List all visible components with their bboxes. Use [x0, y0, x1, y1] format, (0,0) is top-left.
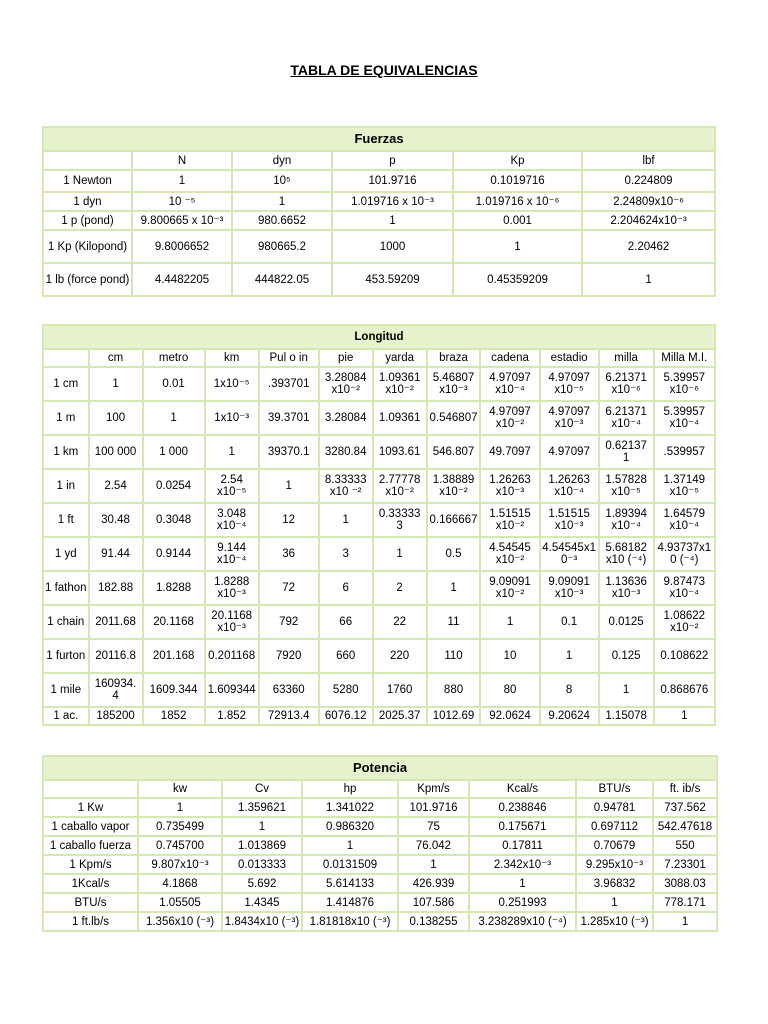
table-row: [44, 538, 714, 570]
table-cell: 0.9144: [144, 538, 204, 570]
table-cell: 1: [470, 875, 575, 892]
table-cell: 1.4345: [223, 894, 301, 911]
row-label: 1 m: [44, 402, 88, 434]
table-cell: 1: [223, 818, 301, 835]
column-header: [44, 350, 88, 366]
table-cell: 0.108622: [655, 640, 714, 672]
table-cell: 1x10⁻⁵: [206, 368, 258, 400]
table-cell: 6: [320, 572, 372, 604]
table-cell: 792: [260, 606, 318, 638]
table-cell: 1: [144, 402, 204, 434]
table-cell: 1760: [374, 674, 426, 706]
table-cell: 11: [428, 606, 480, 638]
column-header: [44, 152, 131, 169]
table-cell: 0.01: [144, 368, 204, 400]
table-cell: 4.97097 x10⁻³: [541, 402, 598, 434]
column-header: p: [333, 152, 452, 169]
table-cell: 0.745700: [139, 837, 221, 854]
table-cell: 0.224809: [583, 171, 714, 191]
table-cell: 880: [428, 674, 480, 706]
table-row: [44, 708, 714, 724]
table-cell: 3.28084 x10⁻²: [320, 368, 372, 400]
table-cell: 10⁵: [233, 171, 331, 191]
table-cell: 1.356x10 (⁻³): [139, 913, 221, 930]
table-cell: 1: [541, 640, 598, 672]
table-cell: 1: [206, 436, 258, 468]
table-cell: 2.24809x10⁻⁶: [583, 193, 714, 210]
table-cell: 0.62137 1: [600, 436, 653, 468]
column-header: metro: [144, 350, 204, 366]
table-cell: 0.94781: [577, 799, 652, 816]
table-cell: 1 000: [144, 436, 204, 468]
table-potencia: [42, 755, 718, 932]
table-cell: 1.019716 x 10⁻⁶: [454, 193, 581, 210]
table-cell: 1: [90, 368, 142, 400]
row-label: 1 mile: [44, 674, 88, 706]
table-cell: 1.8288 x10⁻³: [206, 572, 258, 604]
column-header: dyn: [233, 152, 331, 169]
column-header: cm: [90, 350, 142, 366]
table-cell: 4.97097 x10⁻²: [481, 402, 538, 434]
column-header: BTU/s: [577, 781, 652, 797]
table-cell: 444822.05: [233, 264, 331, 295]
row-label: 1 lb (force pond): [44, 264, 131, 295]
table-cell: 1852: [144, 708, 204, 724]
table-cell: 546.807: [428, 436, 480, 468]
table-row: [44, 837, 716, 854]
table-cell: 0.251993: [470, 894, 575, 911]
table-cell: 6.21371 x10⁻⁴: [600, 402, 653, 434]
table-cell: 4.4482205: [133, 264, 231, 295]
table-cell: 220: [374, 640, 426, 672]
column-header: Kcal/s: [470, 781, 575, 797]
row-label: 1 Kp (Kilopond): [44, 231, 131, 262]
row-label: 1 caballo fuerza: [44, 837, 137, 854]
row-label: 1 in: [44, 470, 88, 502]
table-cell: 1.013869: [223, 837, 301, 854]
table-cell: 1000: [333, 231, 452, 262]
table-cell: 1: [428, 572, 480, 604]
table-cell: 30.48: [90, 504, 142, 536]
table-cell: 3088.03: [654, 875, 716, 892]
table-cell: 8.33333 x10 ⁻²: [320, 470, 372, 502]
table-cell: 1.285x10 (⁻³): [577, 913, 652, 930]
row-label: 1Kcal/s: [44, 875, 137, 892]
table-cell: 9.20624: [541, 708, 598, 724]
column-header: Milla M.I.: [655, 350, 714, 366]
table-cell: 1.09361 x10⁻²: [374, 368, 426, 400]
table-cell: 1: [303, 837, 397, 854]
table-cell: 9.295x10⁻³: [577, 856, 652, 873]
row-label: 1 Newton: [44, 171, 131, 191]
table-cell: 1.38889 x10⁻²: [428, 470, 480, 502]
table-cell: 182.88: [90, 572, 142, 604]
table-cell: 36: [260, 538, 318, 570]
table-cell: 1.414876: [303, 894, 397, 911]
table-cell: 101.9716: [333, 171, 452, 191]
table-cell: 2.77778 x10⁻²: [374, 470, 426, 502]
table-cell: 1: [133, 171, 231, 191]
table-cell: 0.45359209: [454, 264, 581, 295]
table-cell: 2011.68: [90, 606, 142, 638]
table-cell: 1: [233, 193, 331, 210]
table-cell: 1.51515 x10⁻²: [481, 504, 538, 536]
table-cell: 1.81818x10 (⁻³): [303, 913, 397, 930]
row-label: 1 chain: [44, 606, 88, 638]
fuerzas-caption: Fuerzas: [44, 128, 714, 150]
table-cell: 426.939: [399, 875, 468, 892]
table-cell: 1.15078: [600, 708, 653, 724]
table-cell: 9.09091 x10⁻²: [481, 572, 538, 604]
table-cell: 0.5: [428, 538, 480, 570]
table-cell: 1.37149 x10⁻⁵: [655, 470, 714, 502]
table-cell: 6076.12: [320, 708, 372, 724]
table-cell: 5.692: [223, 875, 301, 892]
table-cell: 1: [600, 674, 653, 706]
table-longitud: [42, 324, 716, 726]
table-cell: 1012.69: [428, 708, 480, 724]
table-cell: 1: [654, 913, 716, 930]
table-cell: 39.3701: [260, 402, 318, 434]
table-cell: 542.47618: [654, 818, 716, 835]
table-cell: 660: [320, 640, 372, 672]
table-cell: 49.7097: [481, 436, 538, 468]
column-header: milla: [600, 350, 653, 366]
row-label: 1 km: [44, 436, 88, 468]
table-cell: 8: [541, 674, 598, 706]
table-cell: 12: [260, 504, 318, 536]
table-cell: 1.26263 x10⁻⁴: [541, 470, 598, 502]
table-cell: 453.59209: [333, 264, 452, 295]
table-cell: 0.0131509: [303, 856, 397, 873]
table-cell: 100 000: [90, 436, 142, 468]
table-cell: 3.28084: [320, 402, 372, 434]
table-row: [44, 193, 714, 210]
table-cell: 1.51515 x10⁻³: [541, 504, 598, 536]
row-label: 1 furton: [44, 640, 88, 672]
table-cell: 0.0125: [600, 606, 653, 638]
table-cell: 4.54545 x10⁻²: [481, 538, 538, 570]
table-cell: 39370.1: [260, 436, 318, 468]
column-header: cadena: [481, 350, 538, 366]
table-row: [44, 913, 716, 930]
table-cell: 2: [374, 572, 426, 604]
row-label: 1 ft.lb/s: [44, 913, 137, 930]
row-label: BTU/s: [44, 894, 137, 911]
table-cell: 5280: [320, 674, 372, 706]
table-cell: 5.39957 x10⁻⁴: [655, 402, 714, 434]
table-cell: 1: [399, 856, 468, 873]
table-cell: 1.609344: [206, 674, 258, 706]
table-row: [44, 799, 716, 816]
table-cell: 0.1019716: [454, 171, 581, 191]
column-header: [44, 781, 137, 797]
table-cell: 0.735499: [139, 818, 221, 835]
column-header: Kpm/s: [399, 781, 468, 797]
table-cell: 1: [655, 708, 714, 724]
table-cell: 0.001: [454, 212, 581, 229]
table-cell: 5.614133: [303, 875, 397, 892]
table-cell: 3.238289x10 (⁻⁴): [470, 913, 575, 930]
table-cell: 75: [399, 818, 468, 835]
table-cell: 1: [333, 212, 452, 229]
potencia-caption: Potencia: [44, 757, 716, 779]
table-row: [44, 572, 714, 604]
column-header: Kp: [454, 152, 581, 169]
table-cell: 10 ⁻⁵: [133, 193, 231, 210]
table-cell: 1: [454, 231, 581, 262]
table-cell: 1.852: [206, 708, 258, 724]
table-cell: 0.986320: [303, 818, 397, 835]
table-cell: 2.204624x10⁻³: [583, 212, 714, 229]
table-cell: 0.868676: [655, 674, 714, 706]
table-cell: 5.46807 x10⁻³: [428, 368, 480, 400]
row-label: 1 dyn: [44, 193, 131, 210]
table-cell: 10: [481, 640, 538, 672]
table-cell: 0.138255: [399, 913, 468, 930]
table-row: [44, 856, 716, 873]
table-cell: 0.3048: [144, 504, 204, 536]
table-cell: 72: [260, 572, 318, 604]
table-cell: 0.125: [600, 640, 653, 672]
table-cell: 0.1: [541, 606, 598, 638]
table-cell: 9.807x10⁻³: [139, 856, 221, 873]
table-row: [44, 470, 714, 502]
table-cell: 1: [139, 799, 221, 816]
table-row: [44, 640, 714, 672]
table-cell: 76.042: [399, 837, 468, 854]
table-cell: 980.6652: [233, 212, 331, 229]
row-label: 1 yd: [44, 538, 88, 570]
table-cell: 1.8434x10 (⁻³): [223, 913, 301, 930]
table-cell: 63360: [260, 674, 318, 706]
table-cell: 2.20462: [583, 231, 714, 262]
row-label: 1 Kpm/s: [44, 856, 137, 873]
table-cell: 3280.84: [320, 436, 372, 468]
table-cell: 100: [90, 402, 142, 434]
row-label: 1 cm: [44, 368, 88, 400]
table-cell: 1.359621: [223, 799, 301, 816]
table-cell: 4.54545x1 0⁻³: [541, 538, 598, 570]
table-cell: 9.09091 x10⁻³: [541, 572, 598, 604]
column-header: estadio: [541, 350, 598, 366]
table-cell: 92.0624: [481, 708, 538, 724]
column-header: Cv: [223, 781, 301, 797]
table-row: [44, 894, 716, 911]
table-cell: 1609.344: [144, 674, 204, 706]
table-cell: 9.87473 x10⁻⁴: [655, 572, 714, 604]
table-cell: 1.13636 x10⁻³: [600, 572, 653, 604]
table-cell: 0.546807: [428, 402, 480, 434]
table-cell: 3: [320, 538, 372, 570]
column-header: kw: [139, 781, 221, 797]
row-label: 1 fathon: [44, 572, 88, 604]
table-cell: 80: [481, 674, 538, 706]
column-header: km: [206, 350, 258, 366]
row-label: 1 p (pond): [44, 212, 131, 229]
table-cell: 3.96832: [577, 875, 652, 892]
table-cell: 107.586: [399, 894, 468, 911]
table-cell: 160934. 4: [90, 674, 142, 706]
column-header: N: [133, 152, 231, 169]
table-cell: 1: [481, 606, 538, 638]
column-header: ft. ib/s: [654, 781, 716, 797]
table-cell: 72913.4: [260, 708, 318, 724]
table-cell: 66: [320, 606, 372, 638]
column-header: braza: [428, 350, 480, 366]
table-cell: 0.33333 3: [374, 504, 426, 536]
table-cell: 20.1168 x10⁻³: [206, 606, 258, 638]
row-label: 1 caballo vapor: [44, 818, 137, 835]
table-fuerzas: [42, 126, 716, 297]
table-cell: .539957: [655, 436, 714, 468]
column-header: hp: [303, 781, 397, 797]
table-cell: 4.1868: [139, 875, 221, 892]
table-cell: 0.166667: [428, 504, 480, 536]
table-cell: 4.93737x1 0 (⁻⁴): [655, 538, 714, 570]
table-cell: 2.54: [90, 470, 142, 502]
table-cell: 185200: [90, 708, 142, 724]
table-cell: 1.57828 x10⁻⁵: [600, 470, 653, 502]
table-cell: 0.70679: [577, 837, 652, 854]
table-cell: 1.341022: [303, 799, 397, 816]
table-cell: 7.23301: [654, 856, 716, 873]
column-header: pie: [320, 350, 372, 366]
table-cell: 2.342x10⁻³: [470, 856, 575, 873]
table-row: [44, 606, 714, 638]
table-row: [44, 171, 714, 191]
table-cell: 1.64579 x10⁻⁴: [655, 504, 714, 536]
table-cell: 1: [374, 538, 426, 570]
table-cell: 1: [260, 470, 318, 502]
table-cell: 110: [428, 640, 480, 672]
table-cell: 2.54 x10⁻⁵: [206, 470, 258, 502]
table-cell: 4.97097 x10⁻⁴: [481, 368, 538, 400]
table-cell: 1.08622 x10⁻²: [655, 606, 714, 638]
table-cell: 1.26263 x10⁻³: [481, 470, 538, 502]
table-cell: 778.171: [654, 894, 716, 911]
row-label: 1 ac.: [44, 708, 88, 724]
table-cell: 1.019716 x 10⁻³: [333, 193, 452, 210]
table-cell: 7920: [260, 640, 318, 672]
table-cell: 6.21371 x10⁻⁶: [600, 368, 653, 400]
table-cell: 1.89394 x10⁻⁴: [600, 504, 653, 536]
row-label: 1 ft: [44, 504, 88, 536]
page-title: TABLA DE EQUIVALENCIAS: [290, 62, 478, 78]
table-cell: 1.05505: [139, 894, 221, 911]
table-cell: 9.8006652: [133, 231, 231, 262]
table-cell: 22: [374, 606, 426, 638]
longitud-caption: Longitud: [44, 326, 714, 348]
table-row: [44, 264, 714, 295]
table-cell: 1.8288: [144, 572, 204, 604]
table-cell: 1x10⁻³: [206, 402, 258, 434]
table-cell: 91.44: [90, 538, 142, 570]
table-row: [44, 674, 714, 706]
table-cell: 550: [654, 837, 716, 854]
table-cell: 737.562: [654, 799, 716, 816]
table-cell: 0.175671: [470, 818, 575, 835]
table-row: [44, 368, 714, 400]
table-cell: 4.97097: [541, 436, 598, 468]
table-row: [44, 402, 714, 434]
table-cell: 0.238846: [470, 799, 575, 816]
column-header: yarda: [374, 350, 426, 366]
column-header: lbf: [583, 152, 714, 169]
table-cell: .393701: [260, 368, 318, 400]
table-row: [44, 231, 714, 262]
table-cell: 0.013333: [223, 856, 301, 873]
row-label: 1 Kw: [44, 799, 137, 816]
table-cell: 9.144 x10⁻⁴: [206, 538, 258, 570]
table-cell: 980665.2: [233, 231, 331, 262]
table-row: [44, 875, 716, 892]
table-cell: 5.39957 x10⁻⁶: [655, 368, 714, 400]
table-cell: 2025.37: [374, 708, 426, 724]
table-row: [44, 212, 714, 229]
table-cell: 1093.61: [374, 436, 426, 468]
table-row: [44, 818, 716, 835]
table-cell: 0.0254: [144, 470, 204, 502]
table-cell: 201.168: [144, 640, 204, 672]
table-cell: 0.697112: [577, 818, 652, 835]
table-cell: 9.800665 x 10⁻³: [133, 212, 231, 229]
table-cell: 1.09361: [374, 402, 426, 434]
table-cell: 1: [320, 504, 372, 536]
table-row: [44, 436, 714, 468]
table-cell: 101.9716: [399, 799, 468, 816]
table-cell: 20116.8: [90, 640, 142, 672]
table-cell: 4.97097 x10⁻⁵: [541, 368, 598, 400]
table-cell: 3.048 x10⁻⁴: [206, 504, 258, 536]
table-cell: 1: [583, 264, 714, 295]
table-cell: 5.68182 x10 (⁻⁴): [600, 538, 653, 570]
column-header: Pul o in: [260, 350, 318, 366]
table-cell: 1: [577, 894, 652, 911]
table-cell: 0.17811: [470, 837, 575, 854]
table-row: [44, 504, 714, 536]
table-cell: 20.1168: [144, 606, 204, 638]
table-cell: 0.201168: [206, 640, 258, 672]
